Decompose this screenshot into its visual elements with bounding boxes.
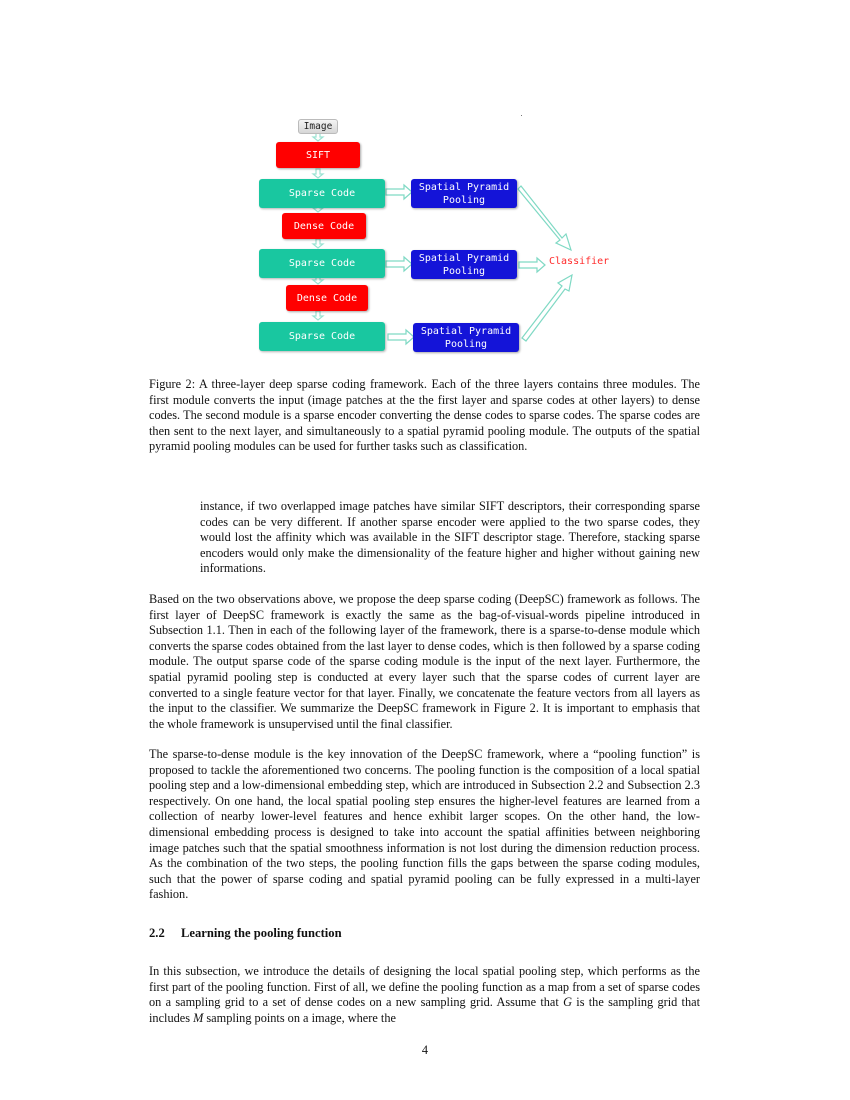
sparse-code-node-1-label: Sparse Code [288, 188, 356, 199]
dense-code-node-2 [286, 285, 368, 311]
spp-node-2 [411, 250, 517, 279]
spp-node-1-line1: Spatial Pyramid [418, 181, 510, 193]
sift-node [276, 142, 360, 168]
image-node-label: Image [303, 121, 333, 132]
spp-node-1 [411, 179, 517, 208]
page-number: 4 [421, 1043, 429, 1057]
dense-code-node-1-label: Dense Code [293, 220, 355, 232]
body-paragraph-3-part-c: sampling points on a image, where the [203, 1010, 396, 1025]
body-paragraph-3 [149, 964, 700, 1026]
figure-2-diagram [240, 112, 620, 362]
indented-paragraph: instance, if two overlapped image patches have similar SIFT descriptors, their corresponding sparse codes can be very different. If another sparse encoder were applied to the two sparse codes, they would lost the affinity which was available in the SIFT descriptor stage. Therefore, stacking sparse encoders would only make the dimensionality of the feature higher and higher without gaining new informations. [200, 499, 700, 576]
sparse-code-node-1 [259, 179, 385, 208]
classifier-label: Classifier [549, 256, 610, 267]
dense-code-node-2-label: Dense Code [296, 292, 358, 304]
spp-node-2-line2: Pooling [442, 265, 486, 277]
figure-caption: Figure 2: A three-layer deep sparse coding framework. Each of the three layers contains three modules. The first module converts the input (image patches at the the first layer and sparse codes at other layers) to dense codes. The second module is a sparse encoder converting the dense codes to sparse codes. The sparse codes are then sent to the next layer, and simultaneously to a spatial pyramid pooling module. The outputs of the spatial pyramid pooling modules can be used for further tasks such as classification. [149, 377, 700, 454]
sift-node-label: SIFT [305, 149, 331, 161]
body-paragraph-2: The sparse-to-dense module is the key innovation of the DeepSC framework, where a “pooling function” is proposed to tackle the aforementioned two concerns. The pooling function is the composition of a local spatial pooling step and a low-dimensional embedding step, which are introduced in Subsection 2.2 and Subsection 2.3 respectively. On one hand, the local spatial pooling step ensures the higher-level features are learned from a collection of nearby lower-level features and hence exhibit larger scopes. On the other hand, the low-dimensional embedding process is designed to take into account the spatial affinities between neighboring image patches such that the spatial smoothness information is not lost during the dimension reduction process. As the combination of the two steps, the pooling function fills the gaps between the sparse coding modules, such that the power of sparse coding and spatial pyramid pooling can be fully expressed in a multi-layer fashion. [149, 747, 700, 902]
spp-node-1-line2: Pooling [442, 194, 486, 206]
image-node [298, 119, 338, 134]
speck [521, 115, 522, 116]
sparse-code-node-2-label: Sparse Code [288, 258, 356, 269]
section-number: 2.2 [149, 926, 165, 940]
body-paragraph-1: Based on the two observations above, we propose the deep sparse coding (DeepSC) framework as follows. The first layer of DeepSC framework is exactly the same as the bag-of-visual-words pipeline introduced in Subsection 1.1. Then in each of the following layer of the framework, there is a sparse-to-dense module which converts the sparse codes obtained from the last layer to dense codes, which is then followed by a sparse coding module. The output sparse code of the sparse coding module is the input of the next layer. Furthermore, the spatial pyramid pooling step is conducted at every layer such that the sparse codes of current layer are converted to a single feature vector for that layer. Finally, we concatenate the feature vectors from all layers as the input to the classifier. We summarize the DeepSC framework in Figure 2. It is important to emphasis that the whole framework is unsupervised until the final classifier. [149, 592, 700, 731]
math-var-m: M [193, 1010, 204, 1025]
spp-node-3-line1: Spatial Pyramid [420, 325, 512, 337]
body-paragraph-3-part-b: is the sampling grid that includes [149, 995, 700, 1025]
spp-node-3-line2: Pooling [444, 338, 488, 350]
body-paragraph-3-part-a: In this subsection, we introduce the details of designing the local spatial pooling step, which performs as the first part of the pooling function. First of all, we define the pooling function as a map from a set of sparse codes on a sampling grid to a set of dense codes on a new sampling grid. Assume that [149, 964, 700, 1010]
section-title: Learning the pooling function [181, 926, 342, 940]
section-heading [149, 926, 342, 941]
sparse-code-node-3-label: Sparse Code [288, 331, 356, 342]
math-var-g: G [563, 995, 572, 1010]
sparse-code-node-2 [259, 249, 385, 278]
spp-node-2-line1: Spatial Pyramid [418, 252, 510, 264]
sparse-code-node-3 [259, 322, 385, 351]
dense-code-node-1 [282, 213, 366, 239]
spp-node-3 [413, 323, 519, 352]
